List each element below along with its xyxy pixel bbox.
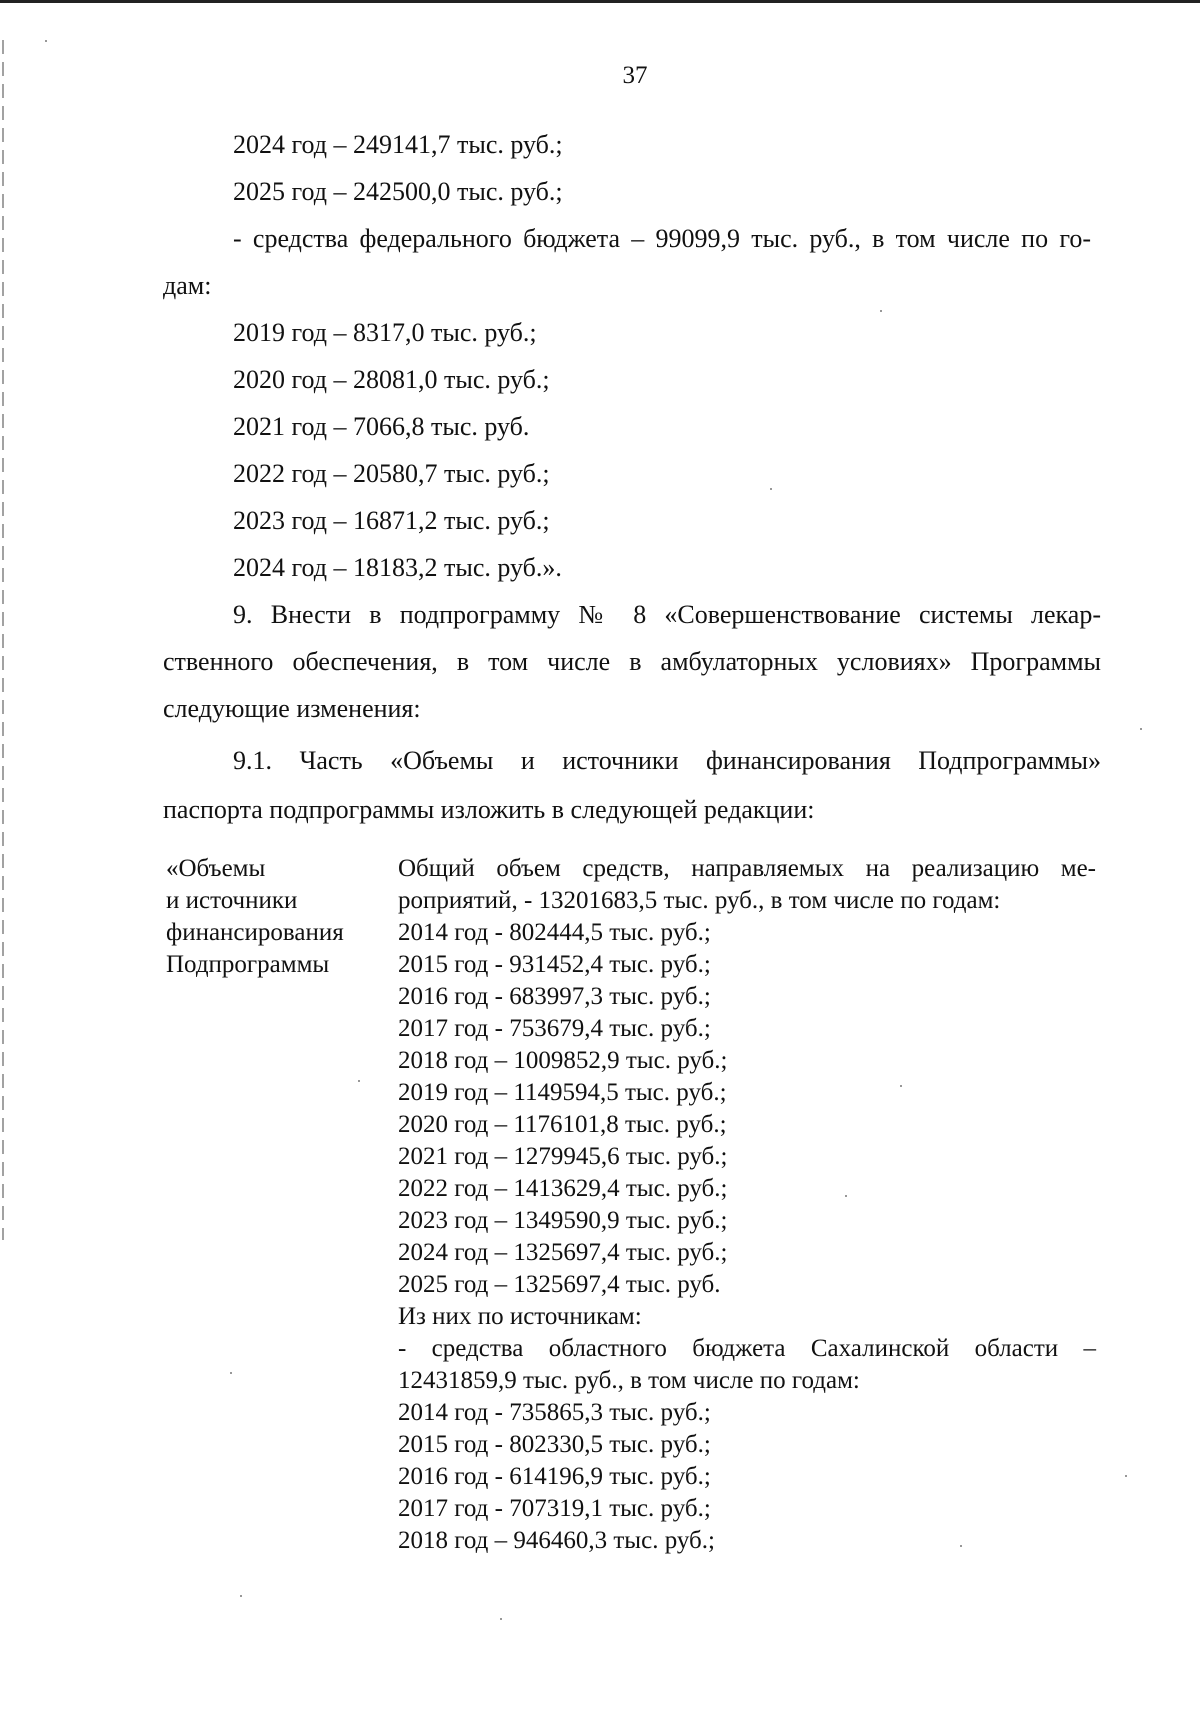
text-line: 9.1. Часть «Объемы и источники финансирования Подпрограммы» (233, 746, 1101, 775)
scan-speck (1125, 1475, 1127, 1477)
passport-content-line: 2018 год – 1009852,9 тыс. руб.; (398, 1047, 728, 1074)
scan-left-edge (2, 40, 4, 1240)
passport-content-line: 2018 год – 946460,3 тыс. руб.; (398, 1527, 715, 1554)
passport-content-line: роприятий, - 13201683,5 тыс. руб., в том числе по годам: (398, 887, 1001, 914)
text-line: следующие изменения: (163, 694, 421, 723)
passport-label-line: и источники (166, 887, 298, 914)
passport-content-line: 2015 год - 802330,5 тыс. руб.; (398, 1431, 711, 1458)
scan-top-edge (0, 0, 1200, 3)
text-line: 2024 год – 18183,2 тыс. руб.». (233, 553, 562, 582)
scan-speck (45, 40, 47, 42)
passport-content-line: 2020 год – 1176101,8 тыс. руб.; (398, 1111, 727, 1138)
passport-content-line: 2017 год - 753679,4 тыс. руб.; (398, 1015, 711, 1042)
text-line: ственного обеспечения, в том числе в амбулаторных условиях» Программы (163, 647, 1101, 676)
text-line: дам: (163, 271, 212, 300)
scan-speck (1140, 728, 1142, 730)
passport-content-line: 2016 год - 683997,3 тыс. руб.; (398, 983, 711, 1010)
scan-speck (358, 1080, 360, 1082)
passport-label-line: Подпрограммы (166, 951, 330, 978)
scan-speck (770, 488, 772, 490)
text-line: 9. Внести в подпрограмму № 8 «Совершенствование системы лекар- (233, 600, 1101, 629)
scan-speck (240, 1595, 242, 1597)
scan-speck (880, 310, 882, 312)
passport-content-line: Из них по источникам: (398, 1303, 642, 1330)
scan-speck (960, 1545, 962, 1547)
text-line: 2022 год – 20580,7 тыс. руб.; (233, 459, 550, 488)
passport-content-line: - средства областного бюджета Сахалинской области – (398, 1335, 1096, 1362)
passport-content-line: 12431859,9 тыс. руб., в том числе по годам: (398, 1367, 860, 1394)
scan-speck (500, 1618, 502, 1620)
text-line: - средства федерального бюджета – 99099,9 тыс. руб., в том числе по го- (233, 224, 1091, 253)
passport-content-line: 2016 год - 614196,9 тыс. руб.; (398, 1463, 711, 1490)
text-line: 2021 год – 7066,8 тыс. руб. (233, 412, 530, 441)
passport-label-column (166, 853, 398, 1557)
scan-speck (845, 1195, 847, 1197)
text-line: 2023 год – 16871,2 тыс. руб.; (233, 506, 550, 535)
passport-content-line: 2024 год – 1325697,4 тыс. руб.; (398, 1239, 728, 1266)
passport-content-line: 2015 год - 931452,4 тыс. руб.; (398, 951, 711, 978)
passport-content-line: 2017 год - 707319,1 тыс. руб.; (398, 1495, 711, 1522)
passport-content-line: 2022 год – 1413629,4 тыс. руб.; (398, 1175, 728, 1202)
text-line: 2024 год – 249141,7 тыс. руб.; (233, 130, 563, 159)
passport-content-line: 2025 год – 1325697,4 тыс. руб. (398, 1271, 721, 1298)
scan-speck (900, 1085, 902, 1087)
passport-content-line: 2014 год - 802444,5 тыс. руб.; (398, 919, 711, 946)
text-line: 2019 год – 8317,0 тыс. руб.; (233, 318, 537, 347)
passport-label-line: «Объемы (166, 855, 266, 882)
scan-speck (230, 1372, 232, 1374)
text-line: паспорта подпрограммы изложить в следующей редакции: (163, 795, 815, 824)
text-line: 2025 год – 242500,0 тыс. руб.; (233, 177, 563, 206)
passport-label-line: финансирования (166, 919, 344, 946)
passport-content-line: 2023 год – 1349590,9 тыс. руб.; (398, 1207, 728, 1234)
passport-content-line: Общий объем средств, направляемых на реализацию ме- (398, 855, 1096, 882)
passport-content-line: 2019 год – 1149594,5 тыс. руб.; (398, 1079, 727, 1106)
funding-passport-table (166, 853, 1096, 1557)
passport-content-line: 2021 год – 1279945,6 тыс. руб.; (398, 1143, 728, 1170)
passport-content-line: 2014 год - 735865,3 тыс. руб.; (398, 1399, 711, 1426)
passport-content-column (398, 853, 1096, 1557)
text-line: 2020 год – 28081,0 тыс. руб.; (233, 365, 550, 394)
page-number: 37 (622, 62, 648, 89)
